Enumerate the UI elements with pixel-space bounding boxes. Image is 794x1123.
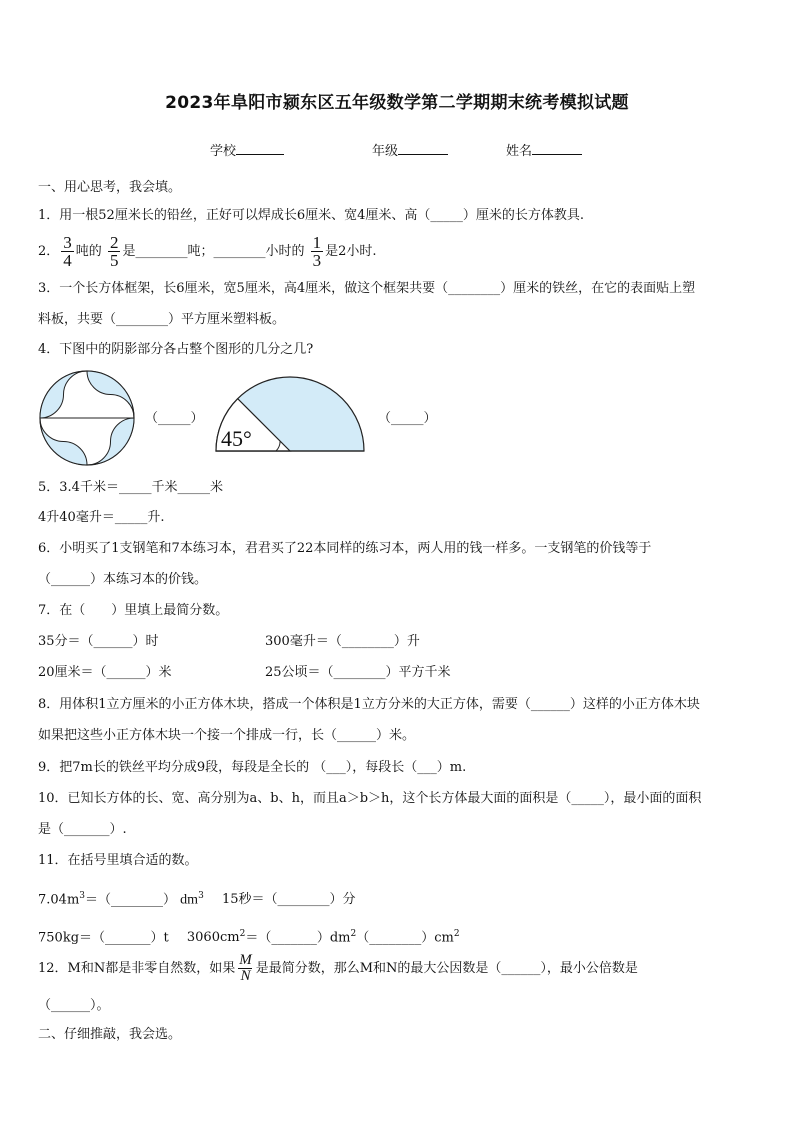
question-4-blank-b[interactable]: （_____） — [378, 411, 437, 426]
question-7-c: 20厘米＝（______）米 — [38, 665, 172, 680]
question-5-line-1: 5．3.4千米＝_____千米_____米 — [38, 480, 223, 495]
name-field[interactable] — [506, 140, 582, 159]
school-blank[interactable] — [236, 142, 284, 155]
question-10-line-1: 10．已知长方体的长、宽、高分别为a、b、h，而且a＞b＞h，这个长方体最大面的面积是（_____），最小面的面积 — [38, 791, 702, 806]
fraction-3-4 — [61, 234, 74, 269]
question-7-a: 35分＝（______）时 — [38, 634, 159, 649]
q2-text-2: 是________吨；________小时的 — [122, 244, 305, 259]
question-9: 9．把7m长的铁丝平均分成9段，每段是全长的 （___），每段长（___）m. — [38, 760, 467, 775]
question-8-line-2: 如果把这些小正方体木块一个接一个排成一行，长（______）米。 — [38, 728, 416, 743]
question-4: 4．下图中的阴影部分各占整个图形的几分之几? — [38, 342, 314, 357]
fraction-denominator: 3 — [312, 251, 322, 270]
question-3-line-1: 3．一个长方体框架，长6厘米，宽5厘米，高4厘米，做这个框架共要（________）厘米的铁丝，在它的表面贴上塑 — [38, 281, 696, 296]
superscript: 3 — [198, 891, 204, 901]
fraction-numerator: 3 — [63, 233, 72, 252]
question-4-blank-a[interactable]: （_____） — [145, 411, 204, 426]
q11-d-blank: ＝（_______）dm — [245, 930, 351, 946]
question-12-line-1 — [38, 950, 638, 988]
semicircle-sector-figure — [212, 369, 370, 455]
fraction-denominator: 5 — [109, 251, 119, 270]
fraction-2-5 — [108, 234, 121, 269]
question-2 — [38, 232, 377, 272]
question-11-row-1 — [38, 888, 355, 908]
angle-label: 45° — [221, 426, 252, 451]
question-6-line-1: 6．小明买了1支钢笔和7本练习本，君君买了22本同样的练习本，两人用的钱一样多。一支钢笔的价钱等于 — [38, 541, 652, 556]
school-label: 学校 — [210, 144, 237, 159]
superscript: 2 — [350, 929, 357, 939]
grade-blank[interactable] — [398, 142, 448, 155]
question-7: 7．在（ ）里填上最简分数。 — [38, 603, 229, 618]
question-8-line-1: 8．用体积1立方厘米的小正方体木块，搭成一个体积是1立方分米的大正方体，需要（______）这样的小正方体木块 — [38, 697, 700, 712]
q12-text-1: 12．M和N都是非零自然数，如果 — [38, 961, 236, 976]
q2-text-1: 吨的 — [75, 244, 102, 259]
question-5-line-2: 4升40毫升＝_____升. — [38, 510, 165, 525]
question-11-row-2 — [38, 926, 460, 946]
q11-d-value: 3060cm — [186, 930, 240, 946]
question-3-line-2: 料板，共要（________）平方厘米塑料板。 — [38, 312, 286, 327]
fraction-denominator: N — [240, 968, 251, 984]
q11-b-text: 15秒＝（________）分 — [221, 892, 356, 908]
question-11: 11．在括号里填合适的数。 — [38, 853, 198, 868]
name-label: 姓名 — [506, 144, 533, 159]
q11-d-blank-2: （________）cm — [356, 930, 454, 946]
section-2-heading: 二、仔细推敲，我会选。 — [38, 1027, 182, 1042]
q12-text-2: 是最简分数，那么M和N的最大公因数是（______），最小公倍数是 — [255, 961, 638, 976]
page-title: 2023年阜阳市颍东区五年级数学第二学期期末统考模拟试题 — [165, 93, 629, 113]
q11-a-unit: dm — [180, 892, 199, 908]
superscript: 3 — [79, 891, 86, 901]
question-12-line-2: （______）。 — [38, 998, 110, 1013]
q2-text-3: 是2小时. — [325, 244, 377, 259]
section-1-heading: 一、用心思考，我会填。 — [38, 180, 182, 195]
fraction-numerator: 1 — [312, 233, 322, 252]
question-6-line-2: （______）本练习本的价钱。 — [38, 572, 208, 587]
superscript: 2 — [239, 929, 246, 939]
superscript: 2 — [453, 929, 460, 939]
fraction-numerator: M — [239, 952, 252, 968]
question-7-d: 25公顷＝（________）平方千米 — [265, 665, 451, 680]
q11-a-value: 7.04m — [38, 892, 80, 908]
q11-a-blank: ＝（________） — [85, 892, 177, 908]
question-1: 1．用一根52厘米长的铅丝，正好可以焊成长6厘米、宽4厘米、高（_____）厘米的长方体教具. — [38, 208, 584, 223]
fraction-denominator: 4 — [63, 251, 72, 270]
question-7-b: 300毫升＝（________）升 — [265, 634, 420, 649]
q11-c-text: 750kg＝（_______）t — [38, 930, 169, 946]
fraction-numerator: 2 — [109, 233, 119, 252]
question-10-line-2: 是（_______）. — [38, 822, 127, 837]
grade-field[interactable] — [372, 140, 448, 159]
fraction-1-3 — [311, 234, 324, 269]
school-field[interactable] — [210, 140, 284, 159]
circle-pinwheel-figure — [36, 369, 140, 469]
q2-number: 2． — [38, 244, 60, 259]
fraction-m-n — [237, 953, 254, 984]
grade-label: 年级 — [372, 144, 399, 159]
name-blank[interactable] — [532, 142, 582, 155]
